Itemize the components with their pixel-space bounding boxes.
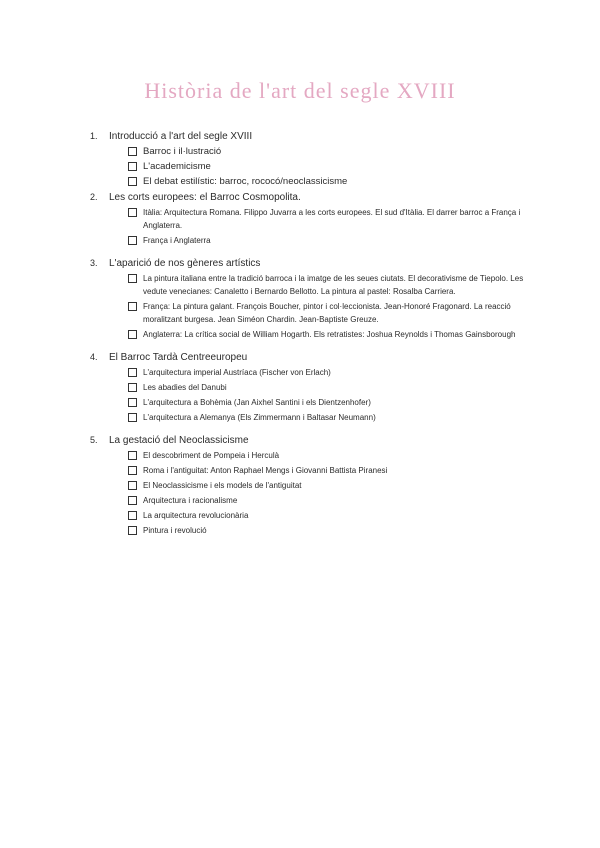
item-label: El descobriment de Pompeia i Herculà [143,451,280,460]
item-label: El debat estilístic: barroc, rococó/neoclassicisme [143,176,348,187]
item-label: Itàlia: Arquitectura Romana. Filippo Juvarra a les corts europees. El sud d'Itàlia. El darrer barroc a França i Anglaterra. [143,208,521,230]
item-label: França: La pintura galant. François Boucher, pintor i col·leccionista. Jean-Honoré Fragonard. La reacció moralitzant burgesa. Jean Siméon Chardin. Jean-Baptiste Greuze. [143,302,511,324]
section-5 [90,433,530,537]
section-number: 2. [90,192,98,202]
list-item [128,494,530,507]
checklist [128,449,530,537]
section-title: La gestació del Neoclassicisme [109,435,249,446]
section-heading [90,433,530,448]
checkbox[interactable] [128,496,137,505]
list-item [128,381,530,394]
checkbox[interactable] [128,466,137,475]
item-label: Barroc i il·lustració [143,146,222,157]
item-label: La arquitectura revolucionària [143,511,249,520]
checklist [128,366,530,424]
checkbox[interactable] [128,236,137,245]
list-item [128,449,530,462]
checkbox[interactable] [128,177,137,186]
checkbox[interactable] [128,147,137,156]
list-item [128,300,530,326]
section-heading [90,350,530,365]
checkbox[interactable] [128,451,137,460]
list-item [128,524,530,537]
list-item [128,206,530,232]
list-item [128,411,530,424]
checkbox[interactable] [128,162,137,171]
checkbox[interactable] [128,330,137,339]
item-label: La pintura italiana entre la tradició barroca i la imatge de les seues ciutats. El decorativisme de Tiepolo. Les vedute venecianes: Canaletto i Bernardo Bellotto. La pintura al pastel: Rosalba Carriera. [143,274,524,296]
section-heading [90,190,530,205]
checklist [128,272,530,341]
section-3 [90,256,530,341]
list-item [128,464,530,477]
item-label: Roma i l'antiguitat: Anton Raphael Mengs i Giovanni Battista Piranesi [143,466,388,475]
checkbox[interactable] [128,302,137,311]
checklist [128,206,530,247]
list-item [128,509,530,522]
list-item [128,272,530,298]
section-number: 4. [90,352,98,362]
item-label: Arquitectura i racionalisme [143,496,238,505]
item-label: L'arquitectura a Alemanya (Els Zimmermann i Baltasar Neumann) [143,413,376,422]
section-number: 1. [90,131,98,141]
section-number: 5. [90,435,98,445]
list-item [128,366,530,379]
list-item [128,234,530,247]
list-item [128,479,530,492]
section-title: Introducció a l'art del segle XVIII [109,131,253,142]
list-item [128,145,530,158]
item-label: L'arquitectura imperial Austríaca (Fischer von Erlach) [143,368,331,377]
item-label: Les abadies del Danubi [143,383,227,392]
checkbox[interactable] [128,413,137,422]
section-heading [90,256,530,271]
checkbox[interactable] [128,526,137,535]
checkbox[interactable] [128,511,137,520]
section-1 [90,129,530,188]
item-label: L'academicisme [143,161,211,172]
section-title: L'aparició de nos gèneres artístics [109,258,261,269]
list-item [128,328,530,341]
checkbox[interactable] [128,383,137,392]
list-item [128,396,530,409]
page-title: Història de l'art del segle XVIII [144,78,456,103]
item-label: Pintura i revolució [143,526,207,535]
item-label: Anglaterra: La crítica social de William Hogarth. Els retratistes: Joshua Reynolds i Thomas Gainsborough [143,330,516,339]
section-title: Les corts europees: el Barroc Cosmopolita. [109,192,301,203]
section-title: El Barroc Tardà Centreeuropeu [109,352,248,363]
checkbox[interactable] [128,208,137,217]
checkbox[interactable] [128,398,137,407]
list-item [128,160,530,173]
section-number: 3. [90,258,98,268]
checklist [128,145,530,188]
checkbox[interactable] [128,274,137,283]
item-label: El Neoclassicisme i els models de l'antiguitat [143,481,302,490]
item-label: França i Anglaterra [143,236,211,245]
section-4 [90,350,530,424]
section-heading [90,129,530,144]
checkbox[interactable] [128,481,137,490]
checkbox[interactable] [128,368,137,377]
list-item [128,175,530,188]
section-2 [90,190,530,247]
item-label: L'arquitectura a Bohèmia (Jan Aixhel Santini i els Dientzenhofer) [143,398,371,407]
syllabus-list [90,129,530,546]
